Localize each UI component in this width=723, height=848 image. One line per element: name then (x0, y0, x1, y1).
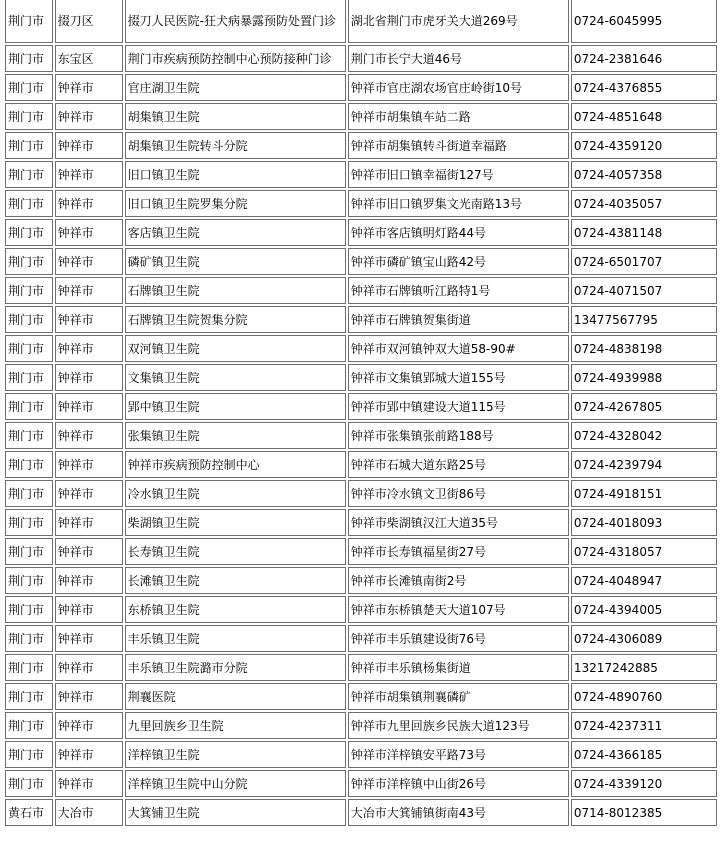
cell-district: 钟祥市 (55, 335, 123, 362)
cell-clinic-name: 掇刀人民医院-狂犬病暴露预防处置门诊 (125, 0, 346, 43)
table-row (5, 219, 717, 246)
cell-address: 荆门市长宁大道46号 (348, 45, 569, 72)
cell-phone: 0714-8012385 (571, 799, 717, 826)
cell-phone: 0724-2381646 (571, 45, 717, 72)
table-row (5, 306, 717, 333)
cell-clinic-name: 荆门市疾病预防控制中心预防接种门诊 (125, 45, 346, 72)
cell-district: 钟祥市 (55, 712, 123, 739)
cell-clinic-name: 冷水镇卫生院 (125, 480, 346, 507)
table-row (5, 480, 717, 507)
cell-district: 钟祥市 (55, 219, 123, 246)
cell-phone: 0724-4381148 (571, 219, 717, 246)
cell-address: 钟祥市石牌镇听江路特1号 (348, 277, 569, 304)
cell-clinic-name: 大箕铺卫生院 (125, 799, 346, 826)
table-row (5, 654, 717, 681)
cell-city: 荆门市 (5, 712, 53, 739)
cell-address: 钟祥市客店镇明灯路44号 (348, 219, 569, 246)
cell-address: 钟祥市石城大道东路25号 (348, 451, 569, 478)
cell-phone: 13477567795 (571, 306, 717, 333)
table-row (5, 393, 717, 420)
table-row (5, 538, 717, 565)
cell-district: 钟祥市 (55, 103, 123, 130)
cell-city: 荆门市 (5, 480, 53, 507)
cell-city: 荆门市 (5, 741, 53, 768)
cell-phone: 0724-4035057 (571, 190, 717, 217)
cell-city: 荆门市 (5, 364, 53, 391)
cell-district: 钟祥市 (55, 625, 123, 652)
cell-district: 钟祥市 (55, 190, 123, 217)
cell-phone: 0724-4267805 (571, 393, 717, 420)
cell-city: 荆门市 (5, 103, 53, 130)
cell-phone: 0724-4057358 (571, 161, 717, 188)
cell-address: 钟祥市丰乐镇杨集街道 (348, 654, 569, 681)
cell-district: 钟祥市 (55, 451, 123, 478)
cell-clinic-name: 石牌镇卫生院 (125, 277, 346, 304)
cell-phone: 0724-4394005 (571, 596, 717, 623)
cell-district: 掇刀区 (55, 0, 123, 43)
cell-clinic-name: 张集镇卫生院 (125, 422, 346, 449)
cell-clinic-name: 长滩镇卫生院 (125, 567, 346, 594)
cell-address: 钟祥市洋梓镇安平路73号 (348, 741, 569, 768)
cell-clinic-name: 柴湖镇卫生院 (125, 509, 346, 536)
table-row (5, 422, 717, 449)
cell-city: 荆门市 (5, 277, 53, 304)
cell-address: 钟祥市洋梓镇中山街26号 (348, 770, 569, 797)
table-row (5, 248, 717, 275)
cell-address: 钟祥市胡集镇车站二路 (348, 103, 569, 130)
table-row (5, 712, 717, 739)
cell-phone: 0724-4359120 (571, 132, 717, 159)
cell-phone: 0724-4237311 (571, 712, 717, 739)
cell-clinic-name: 丰乐镇卫生院 (125, 625, 346, 652)
table-row (5, 132, 717, 159)
cell-address: 钟祥市张集镇张前路188号 (348, 422, 569, 449)
cell-district: 钟祥市 (55, 480, 123, 507)
cell-city: 荆门市 (5, 132, 53, 159)
cell-city: 荆门市 (5, 393, 53, 420)
cell-phone: 0724-4366185 (571, 741, 717, 768)
table-row (5, 741, 717, 768)
cell-district: 东宝区 (55, 45, 123, 72)
cell-address: 钟祥市胡集镇荆襄磷矿 (348, 683, 569, 710)
table-row (5, 509, 717, 536)
cell-city: 荆门市 (5, 538, 53, 565)
cell-clinic-name: 官庄湖卫生院 (125, 74, 346, 101)
cell-district: 钟祥市 (55, 393, 123, 420)
table-row (5, 190, 717, 217)
cell-clinic-name: 客店镇卫生院 (125, 219, 346, 246)
cell-clinic-name: 郢中镇卫生院 (125, 393, 346, 420)
cell-address: 钟祥市长寿镇福星街27号 (348, 538, 569, 565)
cell-district: 钟祥市 (55, 683, 123, 710)
cell-clinic-name: 钟祥市疾病预防控制中心 (125, 451, 346, 478)
cell-address: 钟祥市柴湖镇汉江大道35号 (348, 509, 569, 536)
cell-clinic-name: 荆襄医院 (125, 683, 346, 710)
cell-district: 钟祥市 (55, 248, 123, 275)
cell-district: 钟祥市 (55, 770, 123, 797)
cell-phone: 13217242885 (571, 654, 717, 681)
cell-district: 钟祥市 (55, 422, 123, 449)
cell-district: 钟祥市 (55, 306, 123, 333)
cell-district: 钟祥市 (55, 596, 123, 623)
cell-clinic-name: 洋梓镇卫生院中山分院 (125, 770, 346, 797)
cell-address: 钟祥市文集镇郢城大道155号 (348, 364, 569, 391)
cell-phone: 0724-4339120 (571, 770, 717, 797)
cell-clinic-name: 文集镇卫生院 (125, 364, 346, 391)
cell-phone: 0724-4318057 (571, 538, 717, 565)
cell-address: 钟祥市长滩镇南街2号 (348, 567, 569, 594)
cell-address: 钟祥市双河镇钟双大道58-90# (348, 335, 569, 362)
cell-clinic-name: 磷矿镇卫生院 (125, 248, 346, 275)
table-row (5, 277, 717, 304)
cell-phone: 0724-6045995 (571, 0, 717, 43)
cell-city: 荆门市 (5, 596, 53, 623)
cell-phone: 0724-4376855 (571, 74, 717, 101)
table-row (5, 335, 717, 362)
cell-city: 荆门市 (5, 567, 53, 594)
cell-address: 钟祥市郢中镇建设大道115号 (348, 393, 569, 420)
cell-address: 钟祥市磷矿镇宝山路42号 (348, 248, 569, 275)
cell-city: 荆门市 (5, 654, 53, 681)
table-row (5, 770, 717, 797)
cell-city: 荆门市 (5, 451, 53, 478)
cell-district: 钟祥市 (55, 538, 123, 565)
table-row (5, 161, 717, 188)
cell-clinic-name: 胡集镇卫生院 (125, 103, 346, 130)
table-row (5, 364, 717, 391)
table-row (5, 0, 717, 43)
cell-phone: 0724-4838198 (571, 335, 717, 362)
cell-district: 钟祥市 (55, 741, 123, 768)
cell-phone: 0724-4018093 (571, 509, 717, 536)
table-row (5, 799, 717, 826)
cell-city: 黄石市 (5, 799, 53, 826)
cell-clinic-name: 旧口镇卫生院罗集分院 (125, 190, 346, 217)
cell-city: 荆门市 (5, 509, 53, 536)
clinic-table (3, 0, 719, 828)
table-row (5, 103, 717, 130)
table-row (5, 451, 717, 478)
cell-clinic-name: 洋梓镇卫生院 (125, 741, 346, 768)
cell-clinic-name: 丰乐镇卫生院潞市分院 (125, 654, 346, 681)
cell-address: 钟祥市冷水镇文卫街86号 (348, 480, 569, 507)
table-row (5, 625, 717, 652)
cell-address: 钟祥市旧口镇幸福街127号 (348, 161, 569, 188)
cell-city: 荆门市 (5, 248, 53, 275)
cell-district: 钟祥市 (55, 74, 123, 101)
cell-phone: 0724-4890760 (571, 683, 717, 710)
cell-address: 钟祥市东桥镇楚天大道107号 (348, 596, 569, 623)
cell-address: 钟祥市丰乐镇建设街76号 (348, 625, 569, 652)
cell-district: 钟祥市 (55, 654, 123, 681)
cell-district: 大冶市 (55, 799, 123, 826)
cell-district: 钟祥市 (55, 161, 123, 188)
cell-district: 钟祥市 (55, 509, 123, 536)
cell-city: 荆门市 (5, 335, 53, 362)
cell-address: 钟祥市九里回族乡民族大道123号 (348, 712, 569, 739)
cell-clinic-name: 胡集镇卫生院转斗分院 (125, 132, 346, 159)
cell-address: 钟祥市胡集镇转斗街道幸福路 (348, 132, 569, 159)
cell-clinic-name: 旧口镇卫生院 (125, 161, 346, 188)
cell-address: 大冶市大箕铺镇街南43号 (348, 799, 569, 826)
cell-phone: 0724-4071507 (571, 277, 717, 304)
table-row (5, 45, 717, 72)
cell-city: 荆门市 (5, 161, 53, 188)
cell-phone: 0724-4239794 (571, 451, 717, 478)
cell-phone: 0724-6501707 (571, 248, 717, 275)
cell-clinic-name: 东桥镇卫生院 (125, 596, 346, 623)
table-row (5, 567, 717, 594)
cell-city: 荆门市 (5, 45, 53, 72)
cell-city: 荆门市 (5, 422, 53, 449)
table-row (5, 683, 717, 710)
cell-phone: 0724-4939988 (571, 364, 717, 391)
cell-address: 钟祥市官庄湖农场官庄岭街10号 (348, 74, 569, 101)
cell-address: 钟祥市石牌镇贺集街道 (348, 306, 569, 333)
cell-clinic-name: 石牌镇卫生院贺集分院 (125, 306, 346, 333)
table-row (5, 74, 717, 101)
cell-phone: 0724-4328042 (571, 422, 717, 449)
clinic-table-body (5, 0, 717, 826)
cell-district: 钟祥市 (55, 277, 123, 304)
cell-city: 荆门市 (5, 306, 53, 333)
cell-district: 钟祥市 (55, 567, 123, 594)
cell-city: 荆门市 (5, 219, 53, 246)
cell-clinic-name: 长寿镇卫生院 (125, 538, 346, 565)
cell-phone: 0724-4851648 (571, 103, 717, 130)
cell-district: 钟祥市 (55, 364, 123, 391)
cell-clinic-name: 双河镇卫生院 (125, 335, 346, 362)
cell-city: 荆门市 (5, 625, 53, 652)
cell-address: 湖北省荆门市虎牙关大道269号 (348, 0, 569, 43)
cell-address: 钟祥市旧口镇罗集文光南路13号 (348, 190, 569, 217)
cell-city: 荆门市 (5, 683, 53, 710)
cell-city: 荆门市 (5, 770, 53, 797)
cell-phone: 0724-4918151 (571, 480, 717, 507)
cell-clinic-name: 九里回族乡卫生院 (125, 712, 346, 739)
cell-phone: 0724-4048947 (571, 567, 717, 594)
cell-city: 荆门市 (5, 0, 53, 43)
cell-city: 荆门市 (5, 74, 53, 101)
cell-city: 荆门市 (5, 190, 53, 217)
cell-phone: 0724-4306089 (571, 625, 717, 652)
cell-district: 钟祥市 (55, 132, 123, 159)
table-row (5, 596, 717, 623)
